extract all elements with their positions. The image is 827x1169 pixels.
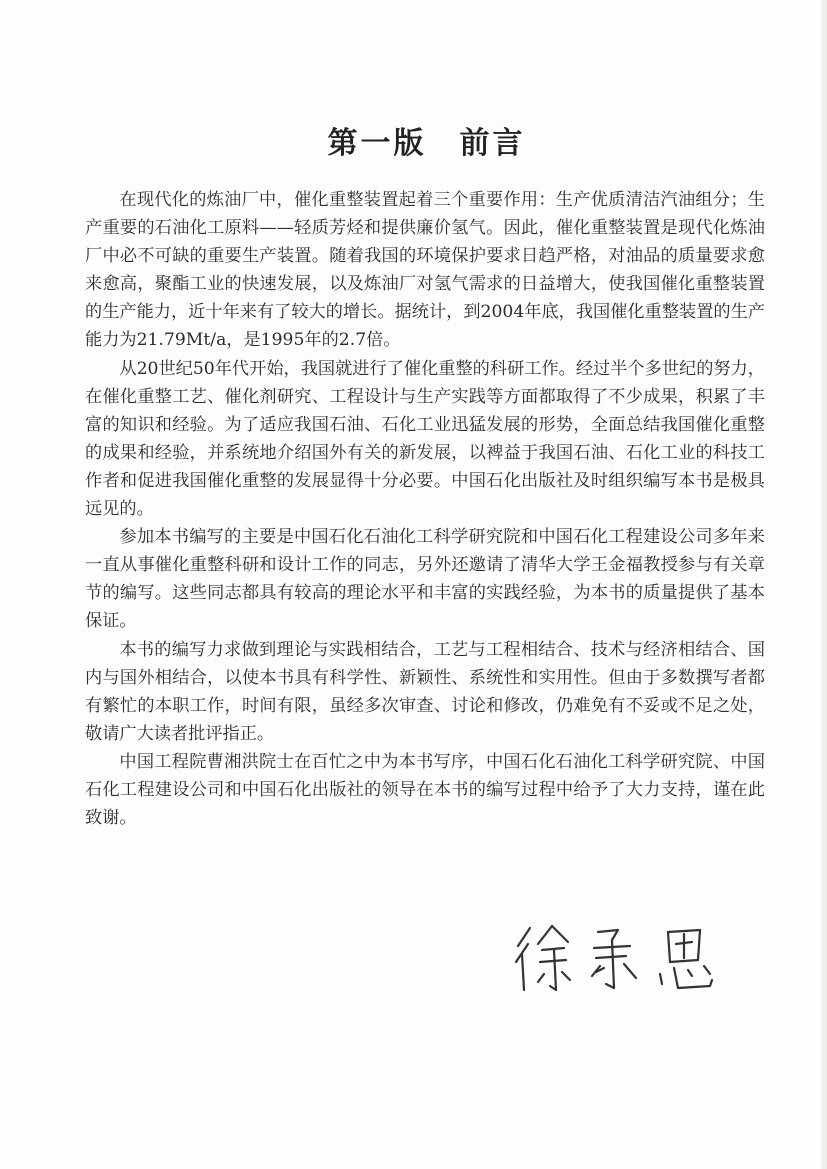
paragraph-5: 中国工程院曹湘洪院士在百忙之中为本书写序，中国石化石油化工科学研究院、中国石化工程建设公司和中国石化出版社的领导在本书的编写过程中给予了大力支持，谨在此致谢。: [85, 751, 765, 829]
page-title: 第一版 前言: [327, 126, 526, 161]
paragraph-2: 从20世纪50年代开始，我国就进行了催化重整的科研工作。经过半个多世纪的努力，在催化重整工艺、催化剂研究、工程设计与生产实践等方面都取得了不少成果，积累了丰富的知识和经验。为了适应我国石油、石化工业迅猛发展的形势，全面总结我国催化重整的成果和经验，并系统地介绍国外有关的新发展，以裨益于我国石油、石化工业的科技工作者和促进我国催化重整的发展显得十分必要。中国石化出版社及时组织编写本书是极具远见的。: [85, 358, 765, 520]
author-signature: [500, 918, 740, 998]
preface-body: [85, 186, 765, 832]
paragraph-3: 参加本书编写的主要是中国石化石油化工科学研究院和中国石化工程建设公司多年来一直从事催化重整科研和设计工作的同志，另外还邀请了清华大学王金福教授参与有关章节的编写。这些同志都具有较高的理论水平和丰富的实践经验，为本书的质量提供了基本保证。: [85, 527, 765, 632]
paragraph-1: 在现代化的炼油厂中，催化重整装置起着三个重要作用：生产优质清洁汽油组分；生产重要的石油化工原料——轻质芳烃和提供廉价氢气。因此，催化重整装置是现代化炼油厂中必不可缺的重要生产装置。随着我国的环境保护要求日趋严格，对油品的质量要求愈来愈高，聚酯工业的快速发展，以及炼油厂对氢气需求的日益增大，使我国催化重整装置的生产能力，近十年来有了较大的增长。据统计，到2004年底，我国催化重整装置的生产能力为21.79Mt/a，是1995年的2.7倍。: [85, 190, 765, 351]
page-edge-shadow: [821, 0, 827, 1169]
paragraph-4: 本书的编写力求做到理论与实践相结合，工艺与工程相结合、技术与经济相结合、国内与国外相结合，以使本书具有科学性、新颖性、系统性和实用性。但由于多数撰写者都有繁忙的本职工作，时间有限，虽经多次审查、讨论和修改，仍难免有不妥或不足之处，敬请广大读者批评指正。: [85, 639, 765, 744]
signature-drawing: [500, 918, 740, 998]
